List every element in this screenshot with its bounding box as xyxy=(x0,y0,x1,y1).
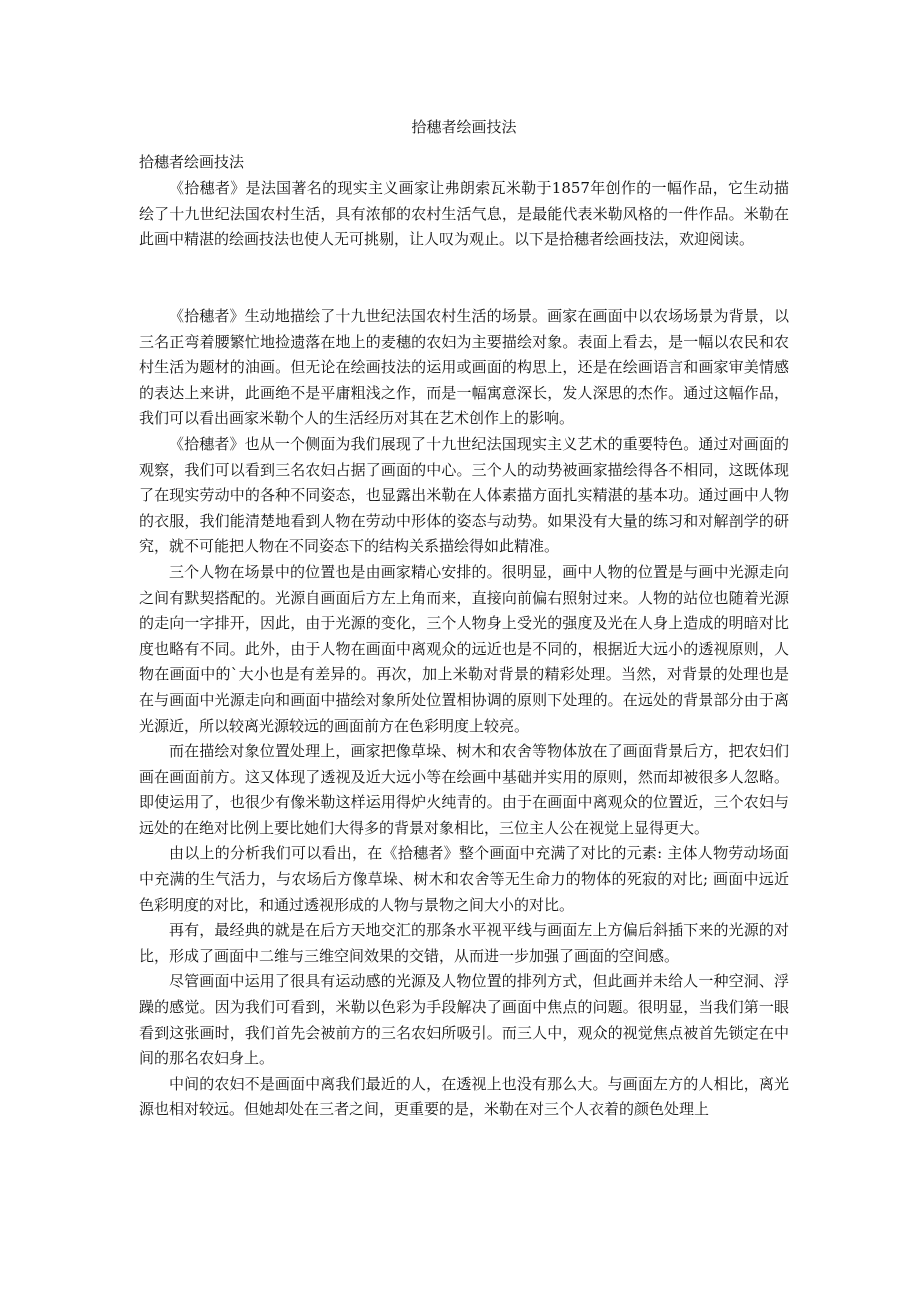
body-paragraph: 尽管画面中运用了很具有运动感的光源及人物位置的排列方式，但此画并未给人一种空洞、浮躁的感觉。因为我们可看到，米勒以色彩为手段解决了画面中焦点的问题。很明显，当我们第一眼看到这张画时，我们首先会被前方的三名农妇所吸引。而三人中，观众的视觉焦点被首先锁定在中间的那名农妇身上。 xyxy=(139,972,789,1068)
body-paragraph: 三个人物在场景中的位置也是由画家精心安排的。很明显，画中人物的位置是与画中光源走向之间有默契搭配的。光源自画面后方左上角而来，直接向前偏右照射过来。人物的站位也随着光源的走向一字排开，因此，由于光源的变化，三个人物身上受光的强度及光在人身上造成的明暗对比度也略有不同。此外，由于人物在画面中离观众的远近也是不同的，根据近大远小的透视原则，人物在画面中的`大小也是有差异的。再次，加上米勒对背景的精彩处理。当然，对背景的处理也是在与画面中光源走向和画面中描绘对象所处位置相协调的原则下处理的。在远处的背景部分由于离光源近，所以较离光源较远的画面前方在色彩明度上较亮。 xyxy=(139,562,789,735)
document-title: 拾穗者绘画技法 xyxy=(411,118,517,136)
body-paragraph: 《拾穗者》生动地描绘了十九世纪法国农村生活的场景。画家在画面中以农场场景为背景，以三名正弯着腰繁忙地捡遗落在地上的麦穗的农妇为主要描绘对象。表面上看去，是一幅以农民和农村生活为题材的油画。但无论在绘画技法的运用或画面的构思上，还是在绘画语言和画家审美情感的表达上来讲，此画绝不是平庸粗浅之作，而是一幅寓意深长，发人深思的杰作。通过这幅作品，我们可以看出画家米勒个人的生活经历对其在艺术创作上的影响。 xyxy=(139,307,789,428)
section-title: 拾穗者绘画技法 xyxy=(139,153,245,171)
body-paragraph: 而在描绘对象位置处理上，画家把像草垛、树木和农舍等物体放在了画面背景后方，把农妇们画在画面前方。这又体现了透视及近大远小等在绘画中基础并实用的原则，然而却被很多人忽略。即使运用了，也很少有像米勒这样运用得炉火纯青的。由于在画面中离观众的位置近，三个农妇与远处的在绝对比例上要比她们大得多的背景对象相比，三位主人公在视觉上显得更大。 xyxy=(139,742,789,837)
body-paragraph: 由以上的分析我们可以看出，在《拾穗者》整个画面中充满了对比的元素: 主体人物劳动场面中充满的生气活力，与农场后方像草垛、树木和农舍等无生命力的物体的死寂的对比; 画面中远近色彩明度的对比，和通过透视形成的人物与景物之间大小的对比。 xyxy=(139,844,789,914)
intro-paragraph: 《拾穗者》是法国著名的现实主义画家让弗朗索瓦米勒于1857年创作的一幅作品，它生动描绘了十九世纪法国农村生活，具有浓郁的农村生活气息，是最能代表米勒风格的一件作品。米勒在此画中精湛的绘画技法也使人无可挑剔，让人叹为观止。以下是拾穗者绘画技法，欢迎阅读。 xyxy=(139,179,789,249)
body-paragraph: 《拾穗者》也从一个侧面为我们展现了十九世纪法国现实主义艺术的重要特色。通过对画面的观察，我们可以看到三名农妇占据了画面的中心。三个人的动势被画家描绘得各不相同，这既体现了在现实劳动中的各种不同姿态，也显露出米勒在人体素描方面扎实精湛的基本功。通过画中人物的衣服，我们能清楚地看到人物在劳动中形体的姿态与动势。如果没有大量的练习和对解剖学的研究，就不可能把人物在不同姿态下的结构关系描绘得如此精准。 xyxy=(139,434,789,556)
body-paragraph: 再有，最经典的就是在后方天地交汇的那条水平视平线与画面左上方偏后斜插下来的光源的对比，形成了画面中二维与三维空间效果的交错，从而进一步加强了画面的空间感。 xyxy=(139,921,789,965)
article-body xyxy=(139,304,789,1123)
body-paragraph: 中间的农妇不是画面中离我们最近的人，在透视上也没有那么大。与画面左方的人相比，离光源也相对较远。但她却处在三者之间，更重要的是，米勒在对三个人衣着的颜色处理上 xyxy=(139,1074,789,1119)
